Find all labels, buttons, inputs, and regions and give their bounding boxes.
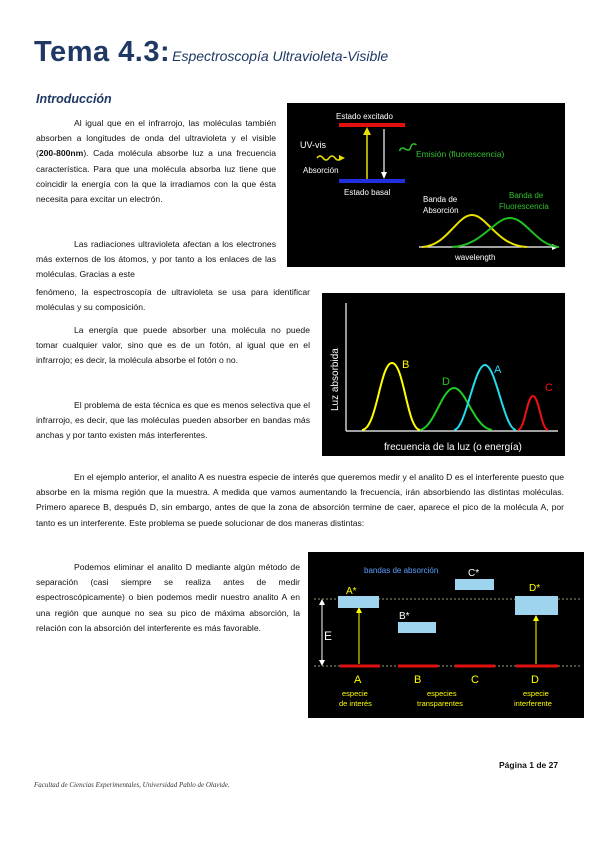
excited-band-A [338, 596, 379, 608]
paragraph-5: En el ejemplo anterior, el analito A es nuestra especie de interés que queremos medir y el analito D es el interferente puesto que absorbe en la misma región que la muestra. A medida que vamos aumentando la frecuencia, irán absorbiendo las distintas moléculas. Primero aparece B, después D, sin embargo, antes de que la zona de absorción termine de caer, aparece el pico de la molécula A, por tanto es un interferente. Este problema se puede solucionar de dos maneras distintas: [36, 472, 564, 528]
excited-label-A: A* [346, 586, 357, 597]
uv-wave-arrowhead [339, 155, 345, 161]
uvvis-label: UV-vis [300, 140, 327, 150]
wavelength-range: 200-800nm [38, 148, 84, 159]
spectra-ylabel: Luz absorbida [330, 348, 341, 411]
caption-A-2: de interés [339, 699, 372, 708]
caption-BC-2: transparentes [417, 699, 463, 708]
paragraph-2-cont: fenómeno, la espectroscopía de ultravioleta se usa para identificar moléculas y su composición. [36, 287, 310, 313]
wavelength-label: wavelength [455, 253, 496, 262]
peak-label-D: D [442, 376, 450, 388]
absorption-band-curve [422, 215, 527, 247]
fluo-band-label-1: Bandа de [509, 191, 544, 200]
paragraph-4: El problema de esta técnica es que es menos selectiva que el infrarrojo, es decir, que las moléculas pueden absorber en bandas más anchas y por tanto existen más interferentes. [36, 400, 310, 441]
peak-label-C: C [545, 382, 553, 394]
ground-label-B: B [414, 674, 422, 686]
figure-energy-levels-svg [308, 552, 584, 718]
figure-fluorescence [287, 103, 565, 267]
ground-label-A: A [354, 674, 362, 686]
page-number [499, 760, 558, 770]
excited-label-D: D* [529, 583, 541, 594]
ground-label-C: C [471, 674, 479, 686]
ground-state-label: Estado basal [344, 188, 391, 197]
section-heading: Introducción [36, 92, 112, 106]
excited-band-C [455, 579, 494, 590]
figure-energy-levels [308, 552, 584, 718]
excited-state-label: Estado excitado [336, 112, 393, 121]
caption-A-1: especie [342, 689, 368, 698]
peak-label-B: B [402, 359, 410, 371]
fluorescence-band-curve [452, 218, 559, 247]
page-of: de [536, 760, 547, 770]
abs-band-label-2: Absorción [423, 206, 459, 215]
paragraph-2: Las radiaciones ultravioleta afectan a los electrones más externos de los átomos, y por tanto a los enlaces de las moléculas. Gracias a este [36, 239, 276, 280]
paragraph-1-c: ). Cada molécula absorbe luz a una frecuencia característica. Para que una molécula absorba luz tiene que coincidir la energía con la que la irradiamos con la que ésta necesita para excitar un electrón. [36, 148, 276, 205]
spectrum-curve-C [518, 396, 548, 430]
figure-absorption-spectra-svg [322, 293, 565, 456]
page-total: 27 [548, 760, 559, 770]
spectra-xlabel: frecuencia de la luz (o energía) [384, 442, 522, 453]
caption-BC-1: especies [427, 689, 457, 698]
title-subtitle: Espectroscopía Ultravioleta-Visible [172, 48, 389, 64]
abs-band-label-1: Banda de [423, 195, 458, 204]
peak-label-A: A [494, 364, 502, 376]
page-title [34, 36, 388, 69]
figure-absorption-spectra [322, 293, 565, 456]
caption-D-1: especie [523, 689, 549, 698]
excited-label-C: C* [468, 568, 480, 579]
excited-band-D [515, 596, 558, 615]
energy-label: E [324, 629, 333, 643]
footer-institution: Facultad de Ciencias Experimentales, Universidad Pablo de Olavide. [34, 781, 230, 789]
paragraph-1 [36, 116, 276, 207]
paragraph-1-a: Al igual que en el infrarrojo, las moléculas también absorben a longitudes de onda del ultravioleta y el visible ( [36, 118, 276, 159]
energy-arrowhead-bottom [319, 660, 325, 666]
spectrum-curve-B [362, 363, 420, 430]
absorption-arrowhead [363, 127, 371, 135]
title-main: Tema 4.3: [34, 36, 171, 68]
page-current: 1 [529, 760, 534, 770]
ground-label-D: D [531, 674, 539, 686]
paragraph-3: La energía que puede absorber una molécula no puede tomar cualquier valor, sino que es de un fotón, al igual que en el infrarrojo; es decir, la molécula absorbe el fotón o no. [36, 325, 310, 366]
spectrum-curve-D [420, 388, 492, 430]
page-word: Página [499, 760, 527, 770]
bands-label: bandas de absorción [364, 566, 439, 575]
emission-arrowhead [381, 172, 387, 179]
figure-fluorescence-svg [287, 103, 565, 267]
absorption-label: Absorción [303, 166, 339, 175]
caption-D-2: interferente [514, 699, 552, 708]
excited-label-B: B* [399, 611, 410, 622]
uv-wave [317, 156, 341, 160]
energy-arrowhead-top [319, 599, 325, 605]
spectrum-curve-A [454, 365, 516, 430]
fluo-band-label-2: Fluorescencia [499, 202, 549, 211]
transition-arrowhead-D [533, 615, 539, 621]
emission-label: Emisión (fluorescencia) [416, 149, 505, 159]
excited-band-B [398, 622, 436, 633]
emission-wave [399, 143, 417, 153]
paragraph-6: Podemos eliminar el analito D mediante algún método de separación (casi siempre se realiza antes de medir espectroscópicamente) o bien podemos medir nuestro analito A en una región que aunque no sea su pico de máxima absorción, la relación con la absorción del interferente es más favorable. [36, 562, 300, 633]
